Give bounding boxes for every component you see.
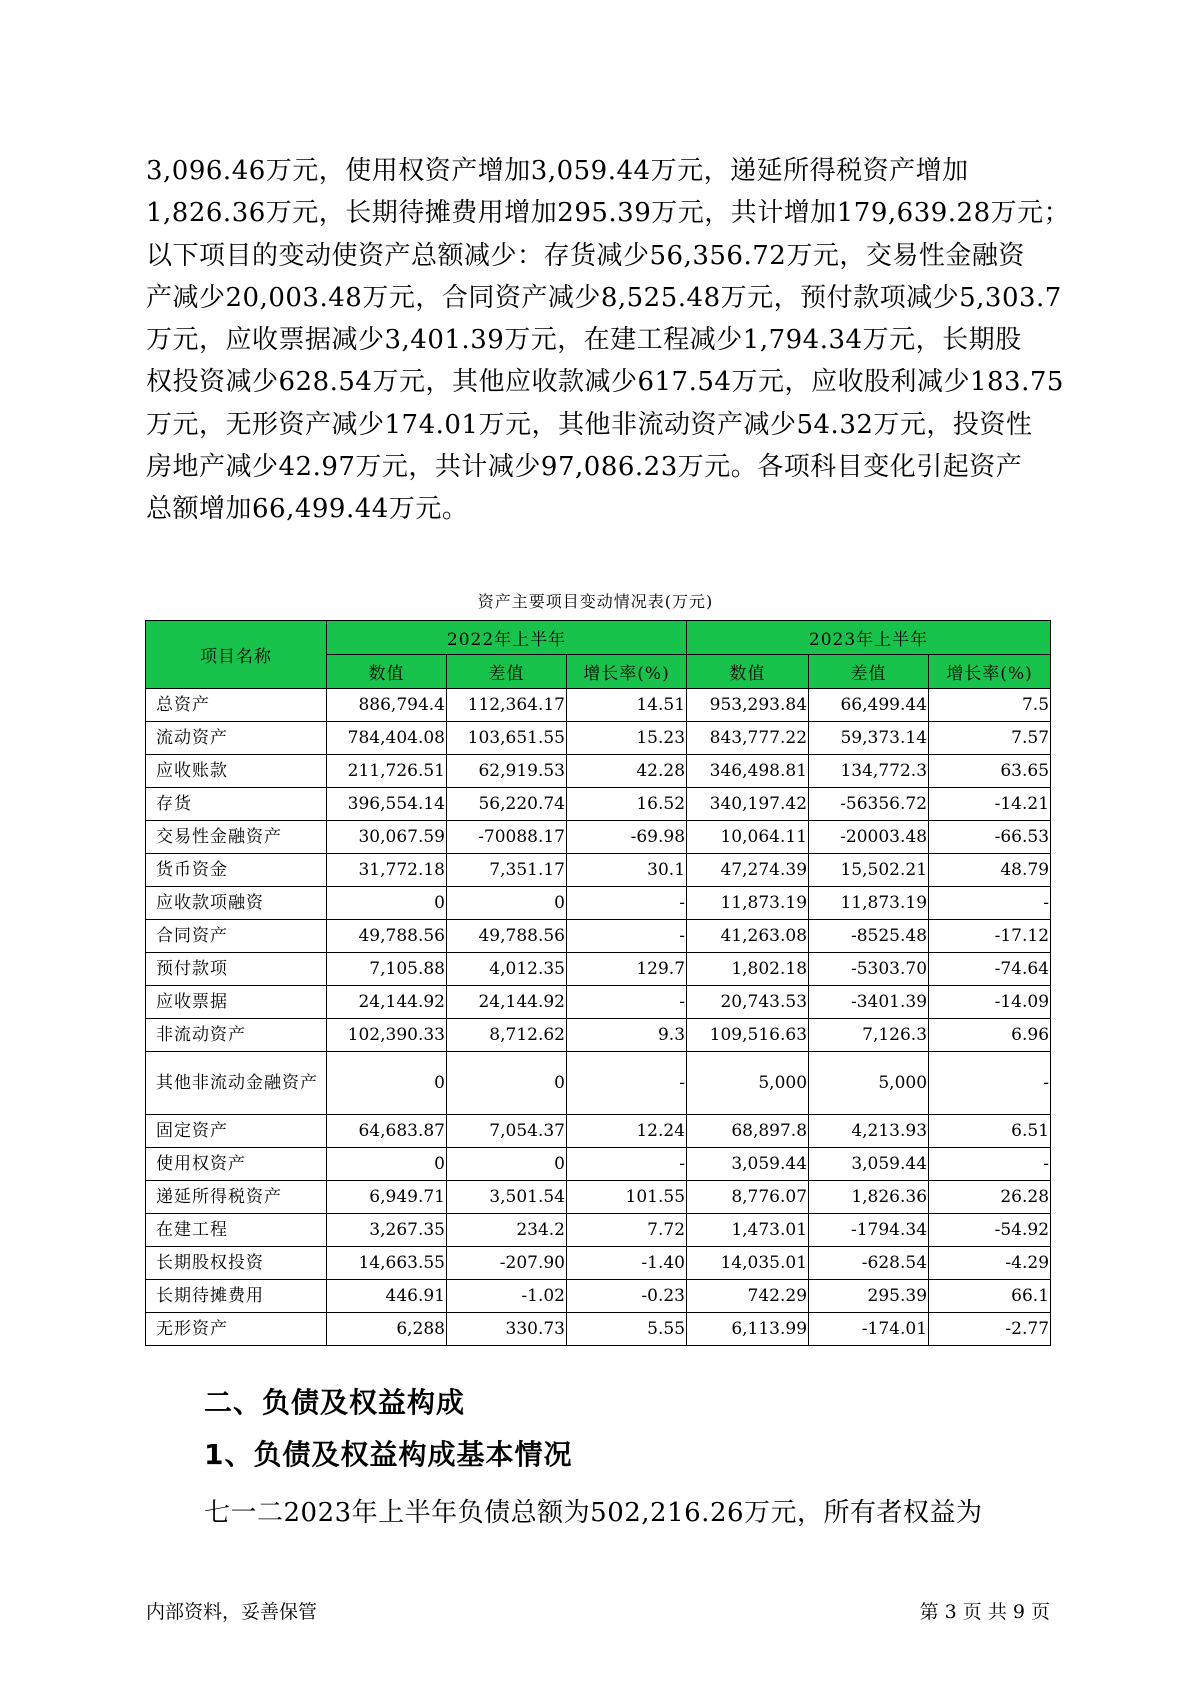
table-cell: 59,373.14 [809, 722, 929, 755]
paragraph-line: 万元，无形资产减少174.01万元，其他非流动资产减少54.32万元，投资性 [146, 409, 1033, 440]
table-cell: 3,501.54 [447, 1181, 567, 1214]
row-label: 货币资金 [146, 854, 327, 887]
table-row [146, 986, 1051, 1019]
table-cell: 346,498.81 [687, 755, 809, 788]
row-label: 无形资产 [146, 1313, 327, 1346]
table-cell: 8,712.62 [447, 1019, 567, 1052]
paragraph-line: 权投资减少628.54万元，其他应收款减少617.54万元，应收股利减少183.75 [146, 367, 1064, 398]
table-cell: 63.65 [929, 755, 1051, 788]
table-row [146, 1313, 1051, 1346]
row-label: 总资产 [146, 689, 327, 722]
table-cell: 7,054.37 [447, 1115, 567, 1148]
table-cell: 15.23 [567, 722, 687, 755]
table-cell: -70088.17 [447, 821, 567, 854]
table-cell: 16.52 [567, 788, 687, 821]
table-cell: 47,274.39 [687, 854, 809, 887]
table-row [146, 1247, 1051, 1280]
column-header-value-2022: 数值 [327, 655, 447, 689]
row-label: 其他非流动金融资产 [146, 1052, 327, 1115]
table-cell: 11,873.19 [809, 887, 929, 920]
table-cell: 102,390.33 [327, 1019, 447, 1052]
table-cell: 340,197.42 [687, 788, 809, 821]
table-cell: -4.29 [929, 1247, 1051, 1280]
table-cell: 6,288 [327, 1313, 447, 1346]
row-label: 预付款项 [146, 953, 327, 986]
row-label: 存货 [146, 788, 327, 821]
table-row [146, 920, 1051, 953]
table-cell: 0 [447, 1052, 567, 1115]
table-cell: 6.96 [929, 1019, 1051, 1052]
table-cell: 41,263.08 [687, 920, 809, 953]
row-label: 应收账款 [146, 755, 327, 788]
table-cell: 7.5 [929, 689, 1051, 722]
table-row [146, 788, 1051, 821]
table-cell: -20003.48 [809, 821, 929, 854]
row-label: 合同资产 [146, 920, 327, 953]
table-cell: 3,059.44 [809, 1148, 929, 1181]
table-cell: 1,826.36 [809, 1181, 929, 1214]
table-cell: 0 [327, 1052, 447, 1115]
table-cell: 24,144.92 [327, 986, 447, 1019]
table-row [146, 1148, 1051, 1181]
table-cell: - [929, 1052, 1051, 1115]
table-cell: 5,000 [687, 1052, 809, 1115]
column-header-growth-2023: 增长率(%) [929, 655, 1051, 689]
row-label: 使用权资产 [146, 1148, 327, 1181]
table-cell: 211,726.51 [327, 755, 447, 788]
column-header-growth-2022: 增长率(%) [567, 655, 687, 689]
table-cell: -14.09 [929, 986, 1051, 1019]
table-cell: 26.28 [929, 1181, 1051, 1214]
table-cell: 11,873.19 [687, 887, 809, 920]
paragraph-line: 3,096.46万元，使用权资产增加3,059.44万元，递延所得税资产增加 [146, 156, 969, 186]
table-cell: 1,473.01 [687, 1214, 809, 1247]
table-cell: 295.39 [809, 1280, 929, 1313]
row-label: 应收款项融资 [146, 887, 327, 920]
table-cell: 109,516.63 [687, 1019, 809, 1052]
paragraph-line: 房地产减少42.97万元，共计减少97,086.23万元。各项科目变化引起资产 [146, 452, 1023, 483]
table-cell: - [567, 986, 687, 1019]
table-cell: 7.72 [567, 1214, 687, 1247]
table-cell: 31,772.18 [327, 854, 447, 887]
table-row [146, 854, 1051, 887]
table-cell: 330.73 [447, 1313, 567, 1346]
row-label: 交易性金融资产 [146, 821, 327, 854]
row-label: 流动资产 [146, 722, 327, 755]
table-cell: 784,404.08 [327, 722, 447, 755]
table-cell: 30,067.59 [327, 821, 447, 854]
table-cell: 886,794.4 [327, 689, 447, 722]
column-header-diff-2022: 差值 [447, 655, 567, 689]
paragraph-line: 万元，应收票据减少3,401.39万元，在建工程减少1,794.34万元，长期股 [146, 325, 1022, 356]
table-cell: -69.98 [567, 821, 687, 854]
table-cell: 4,213.93 [809, 1115, 929, 1148]
table-cell: 7,351.17 [447, 854, 567, 887]
table-cell: 234.2 [447, 1214, 567, 1247]
table-cell: 0 [447, 887, 567, 920]
table-cell: - [929, 1148, 1051, 1181]
table-cell: - [567, 887, 687, 920]
table-cell: -174.01 [809, 1313, 929, 1346]
table-cell: 7,105.88 [327, 953, 447, 986]
table-cell: -2.77 [929, 1313, 1051, 1346]
table-cell: 68,897.8 [687, 1115, 809, 1148]
table-cell: 14.51 [567, 689, 687, 722]
table-cell: 129.7 [567, 953, 687, 986]
table-cell: 0 [447, 1148, 567, 1181]
table-cell: - [567, 920, 687, 953]
asset-change-table [145, 620, 1051, 1346]
table-cell: -66.53 [929, 821, 1051, 854]
table-cell: - [567, 1052, 687, 1115]
footer-page-number: 第 3 页 共 9 页 [919, 1601, 1050, 1623]
paragraph-line: 七一二2023年上半年负债总额为502,216.26万元，所有者权益为 [204, 1498, 983, 1528]
table-cell: 9.3 [567, 1019, 687, 1052]
column-header-item-name: 项目名称 [146, 621, 327, 689]
table-cell: 101.55 [567, 1181, 687, 1214]
table-row [146, 722, 1051, 755]
table-cell: 49,788.56 [447, 920, 567, 953]
table-cell: 103,651.55 [447, 722, 567, 755]
table-cell: 10,064.11 [687, 821, 809, 854]
table-row [146, 1280, 1051, 1313]
table-cell: 1,802.18 [687, 953, 809, 986]
table-row [146, 953, 1051, 986]
row-label: 固定资产 [146, 1115, 327, 1148]
table-cell: 30.1 [567, 854, 687, 887]
table-row [146, 1115, 1051, 1148]
footer-confidential-note: 内部资料，妥善保管 [146, 1601, 318, 1623]
table-cell: 20,743.53 [687, 986, 809, 1019]
table-row [146, 887, 1051, 920]
row-label: 应收票据 [146, 986, 327, 1019]
table-cell: 14,035.01 [687, 1247, 809, 1280]
body-paragraph [146, 150, 1071, 531]
table-cell: - [567, 1148, 687, 1181]
paragraph-line: 总额增加66,499.44万元。 [146, 494, 469, 525]
table-cell: -1794.34 [809, 1214, 929, 1247]
table-cell: 7.57 [929, 722, 1051, 755]
column-header-value-2023: 数值 [687, 655, 809, 689]
group-header-2022: 2022年上半年 [327, 621, 687, 655]
table-cell: 8,776.07 [687, 1181, 809, 1214]
table-cell: -74.64 [929, 953, 1051, 986]
table-cell: -8525.48 [809, 920, 929, 953]
table-row [146, 1052, 1051, 1115]
row-label: 长期股权投资 [146, 1247, 327, 1280]
table-cell: 15,502.21 [809, 854, 929, 887]
table-cell: 42.28 [567, 755, 687, 788]
table-row [146, 1019, 1051, 1052]
row-label: 非流动资产 [146, 1019, 327, 1052]
table-cell: 953,293.84 [687, 689, 809, 722]
table-cell: 4,012.35 [447, 953, 567, 986]
table-cell: 66,499.44 [809, 689, 929, 722]
table-cell: 5.55 [567, 1313, 687, 1346]
table-cell: 6,949.71 [327, 1181, 447, 1214]
table-cell: -14.21 [929, 788, 1051, 821]
table-cell: 48.79 [929, 854, 1051, 887]
table-cell: -0.23 [567, 1280, 687, 1313]
table-cell: 742.29 [687, 1280, 809, 1313]
table-cell: 49,788.56 [327, 920, 447, 953]
table-row [146, 1214, 1051, 1247]
table-body [146, 689, 1051, 1346]
table-cell: -207.90 [447, 1247, 567, 1280]
paragraph-line: 1,826.36万元，长期待摊费用增加295.39万元，共计增加179,639.28万元； [146, 198, 1071, 229]
table-cell: 446.91 [327, 1280, 447, 1313]
row-label: 递延所得税资产 [146, 1181, 327, 1214]
table-cell: 66.1 [929, 1280, 1051, 1313]
table-cell: 14,663.55 [327, 1247, 447, 1280]
table-row [146, 689, 1051, 722]
section-heading: 二、负债及权益构成 [204, 1386, 466, 1419]
table-caption: 资产主要项目变动情况表(万元) [477, 592, 714, 611]
table-cell: -17.12 [929, 920, 1051, 953]
table-row [146, 821, 1051, 854]
table-cell: 3,267.35 [327, 1214, 447, 1247]
table-cell: 843,777.22 [687, 722, 809, 755]
table-cell: 5,000 [809, 1052, 929, 1115]
table-cell: 24,144.92 [447, 986, 567, 1019]
table-cell: 12.24 [567, 1115, 687, 1148]
paragraph-line: 产减少20,003.48万元，合同资产减少8,525.48万元，预付款项减少5,303.7 [146, 282, 1062, 313]
table-row [146, 1181, 1051, 1214]
table-cell: 0 [327, 887, 447, 920]
table-cell: 7,126.3 [809, 1019, 929, 1052]
table-cell: 3,059.44 [687, 1148, 809, 1181]
table-cell: 0 [327, 1148, 447, 1181]
table-cell: 134,772.3 [809, 755, 929, 788]
column-header-diff-2023: 差值 [809, 655, 929, 689]
table-row [146, 755, 1051, 788]
table-cell: -56356.72 [809, 788, 929, 821]
table-cell: 112,364.17 [447, 689, 567, 722]
row-label: 长期待摊费用 [146, 1280, 327, 1313]
table-cell: 396,554.14 [327, 788, 447, 821]
table-cell: 6,113.99 [687, 1313, 809, 1346]
table-cell: -54.92 [929, 1214, 1051, 1247]
table-cell: 64,683.87 [327, 1115, 447, 1148]
table-cell: -1.40 [567, 1247, 687, 1280]
table-cell: -5303.70 [809, 953, 929, 986]
subsection-heading: 1、负债及权益构成基本情况 [204, 1438, 573, 1471]
table-cell: - [929, 887, 1051, 920]
table-cell: -1.02 [447, 1280, 567, 1313]
table-cell: -3401.39 [809, 986, 929, 1019]
row-label: 在建工程 [146, 1214, 327, 1247]
table-cell: 62,919.53 [447, 755, 567, 788]
table-cell: 56,220.74 [447, 788, 567, 821]
paragraph-line: 以下项目的变动使资产总额减少：存货减少56,356.72万元，交易性金融资 [146, 240, 1025, 271]
table-cell: -628.54 [809, 1247, 929, 1280]
group-header-2023: 2023年上半年 [687, 621, 1051, 655]
table-cell: 6.51 [929, 1115, 1051, 1148]
